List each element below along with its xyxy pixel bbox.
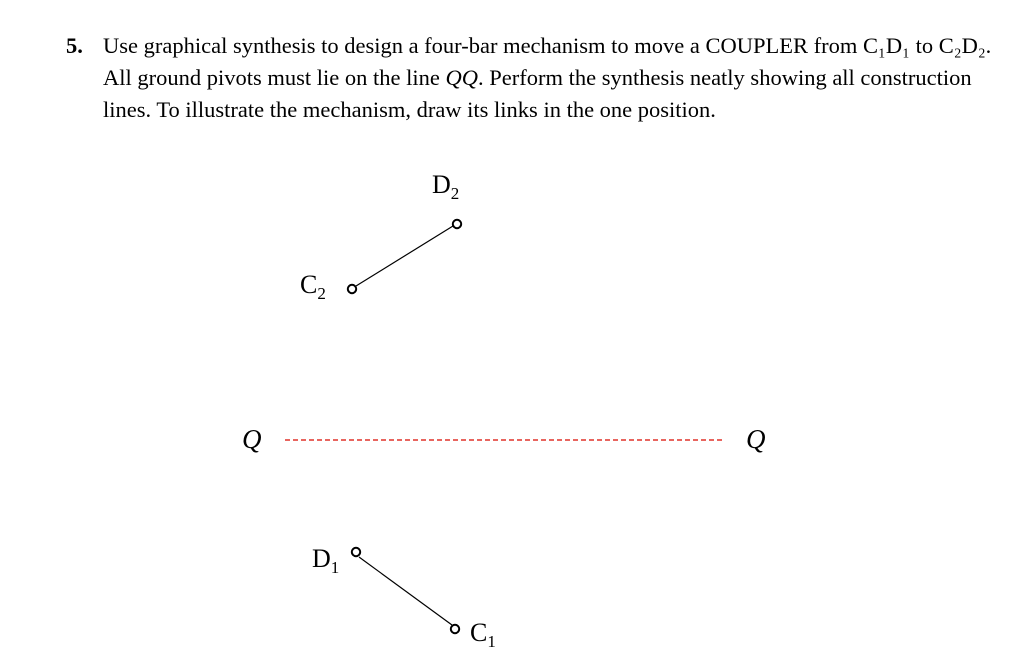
label-q-right: Q	[746, 424, 766, 454]
label-d1: $D_1$	[312, 544, 340, 577]
pivot-d2	[453, 220, 461, 228]
pivot-c2	[348, 285, 356, 293]
coupler-c2-d2	[356, 226, 453, 286]
label-c1: $C_1$	[470, 618, 496, 651]
problem-text-part-3: . Perform the synthesis neatly showing all construction lines. To illustrate the mechanism, draw its links in the one position.	[103, 65, 972, 122]
problem-text-part-1: Use graphical synthesis to design a four-bar mechanism to move a COUPLER from C₁D₁	[103, 33, 910, 58]
pivot-d1	[352, 548, 360, 556]
ground-line-name: QQ	[445, 65, 478, 90]
problem-text-part-2: to C₂D₂. All ground pivots must lie on the line	[103, 33, 992, 90]
label-q-left: Q	[242, 424, 262, 454]
pivot-c1	[451, 625, 459, 633]
label-c2: $C_2$	[300, 270, 326, 303]
coupler-d1-c1	[359, 557, 452, 625]
problem-number: 5.	[66, 33, 83, 58]
label-d2: $D_2$	[432, 170, 460, 203]
